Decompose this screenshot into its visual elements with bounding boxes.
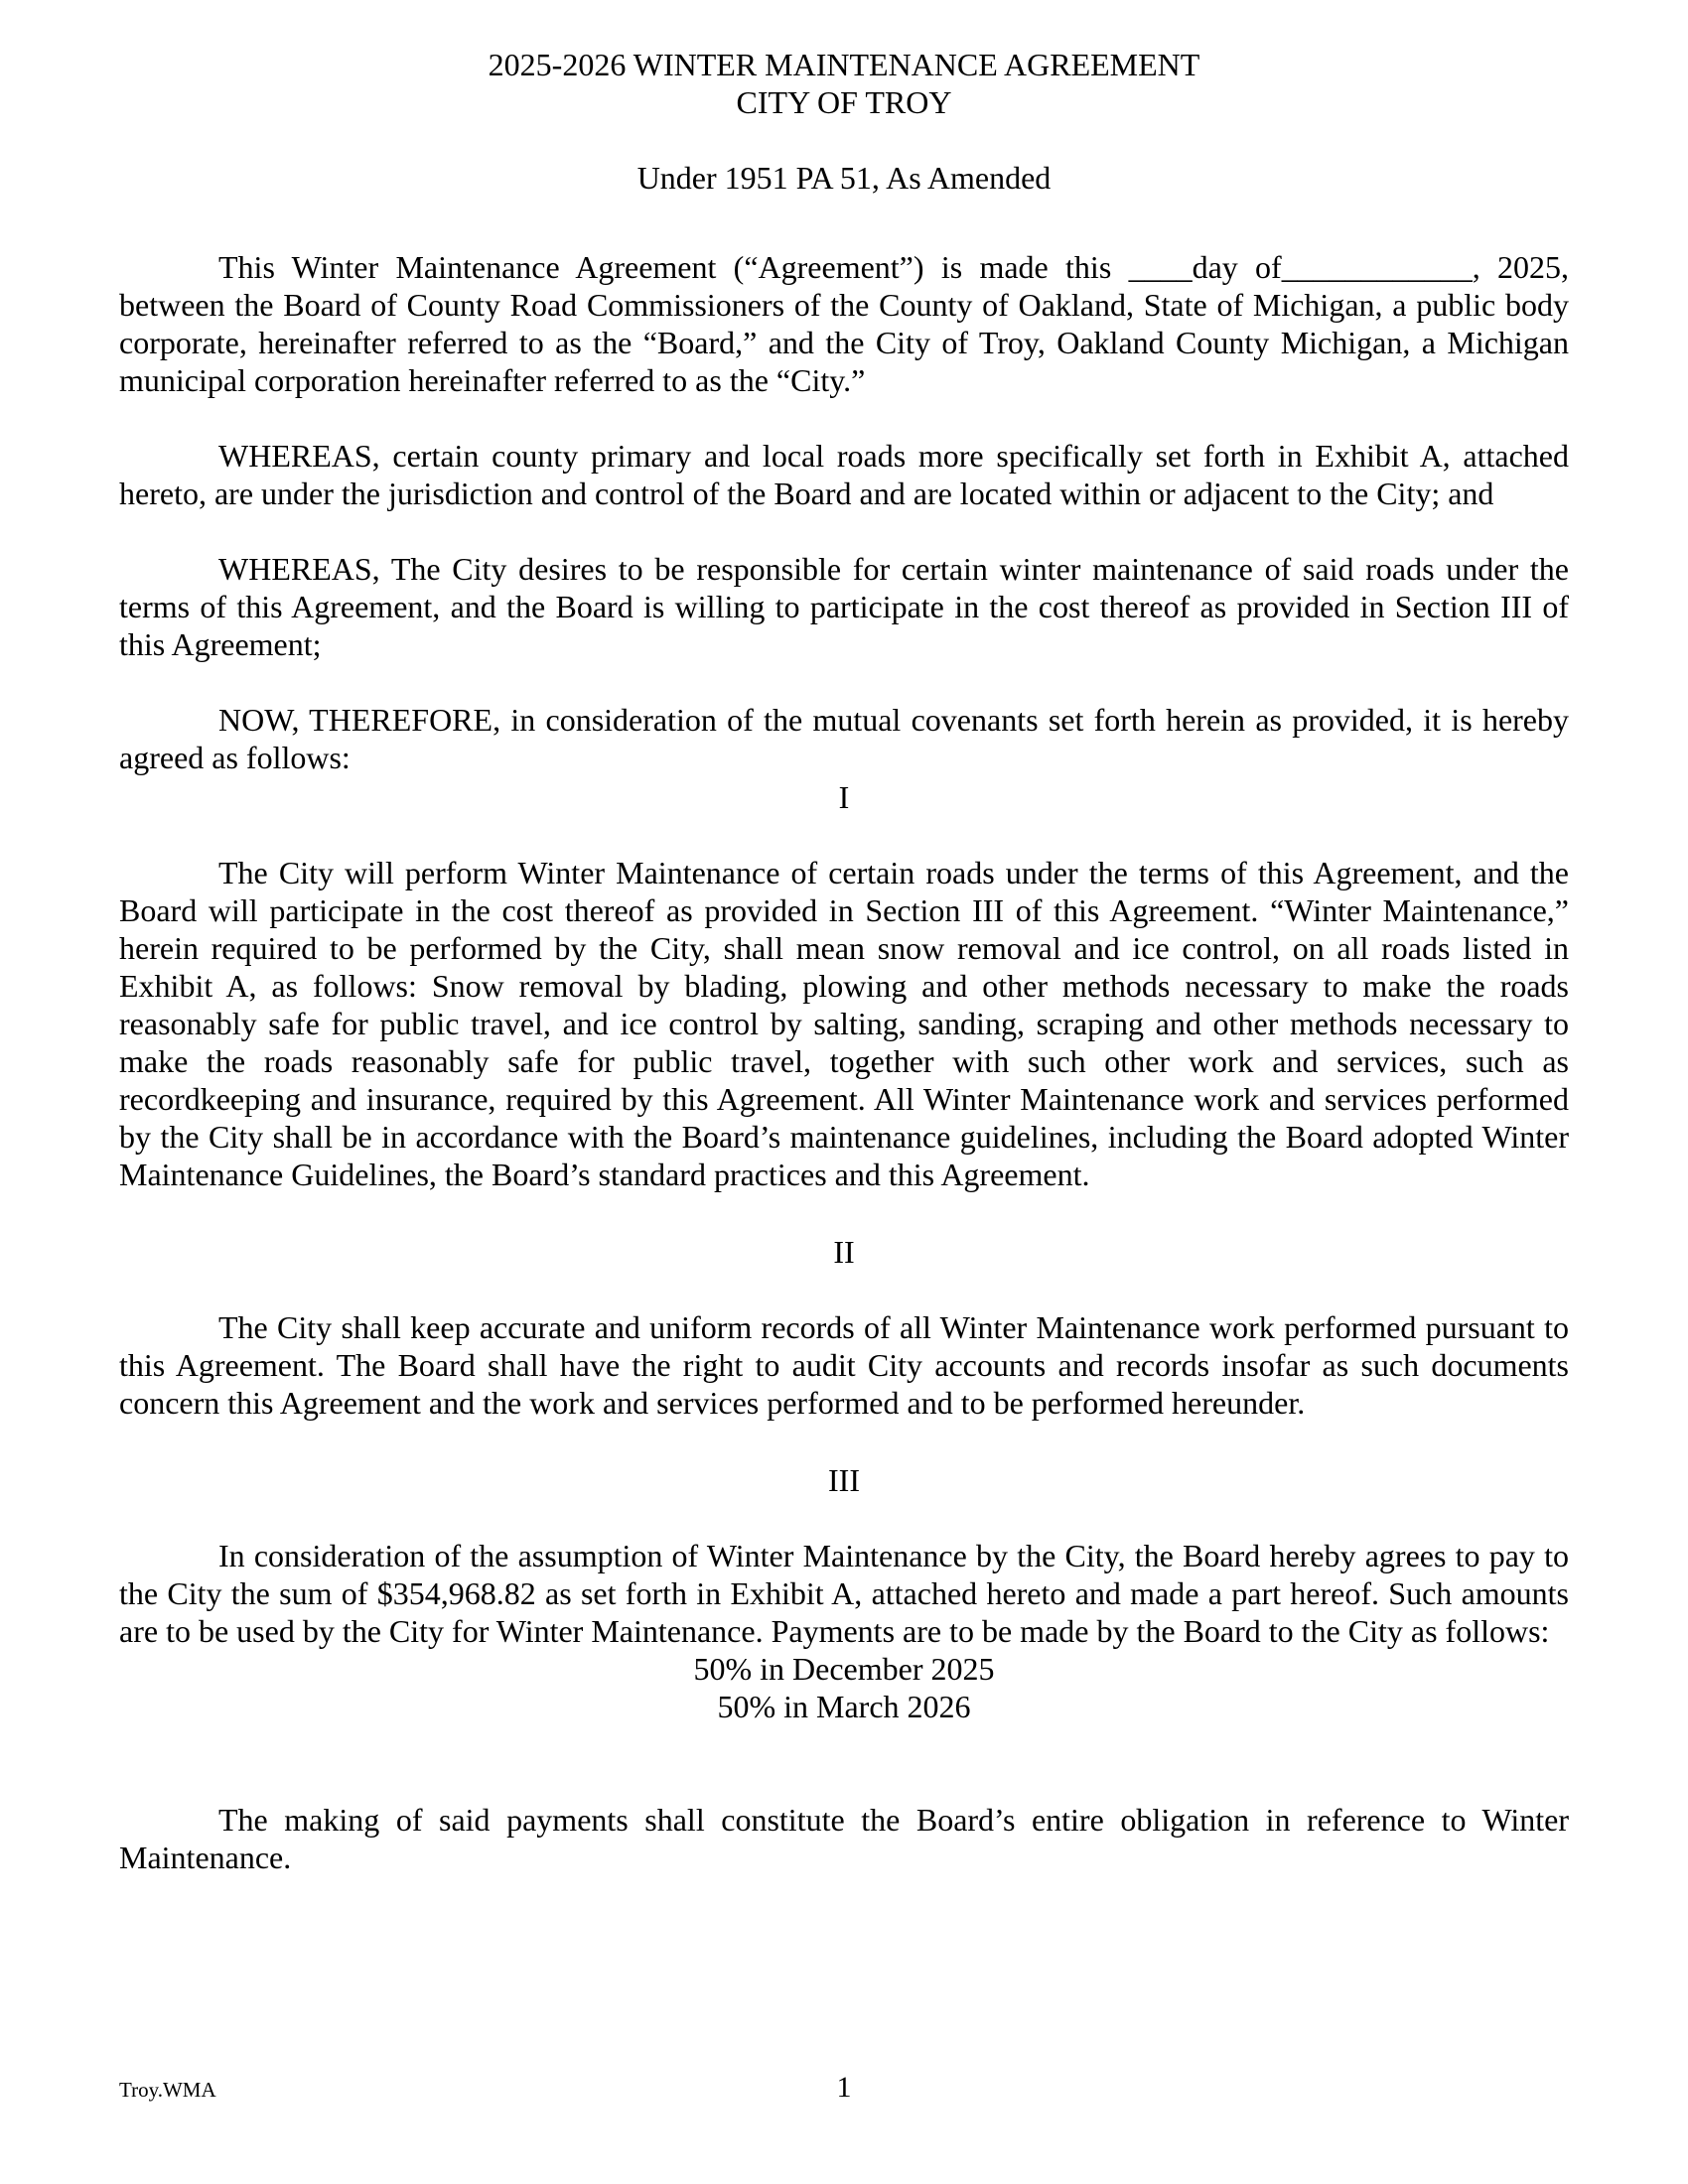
document-title-line1: 2025-2026 WINTER MAINTENANCE AGREEMENT — [488, 47, 1200, 82]
section-3-numeral: III — [828, 1462, 860, 1498]
section-1-paragraph: The City will perform Winter Maintenance of certain roads under the terms of this Agreement, and the Board will participate in the cost thereof as provided in Section III of this Agreement. “Winter Maintenance,” herein required to be performed by the City, shall mean snow removal and ice control, on all roads listed in Exhibit A, as follows: Snow removal by blading, plowing and other methods necessary to make the roads reasonably safe for public travel, and ice control by salting, sanding, scraping and other methods necessary to make the roads reasonably safe for public travel, together with such other work and services, such as recordkeeping and insurance, required by this Agreement. All Winter Maintenance work and services performed by the City shall be in accordance with the Board’s maintenance guidelines, including the Board adopted Winter Maintenance Guidelines, the Board’s standard practices and this Agreement. — [119, 855, 1569, 1192]
payment-schedule-line-2: 50% in March 2026 — [717, 1689, 971, 1724]
page-number: 1 — [836, 2071, 852, 2104]
now-therefore-paragraph: NOW, THEREFORE, in consideration of the mutual covenants set forth herein as provided, it is hereby agreed as follows: — [119, 702, 1569, 775]
section-1-numeral: I — [838, 779, 850, 815]
whereas-paragraph-1: WHEREAS, certain county primary and local roads more specifically set forth in Exhibit A, attached hereto, are under the jurisdiction and control of the Board and are located within or adjacent to the City; and — [119, 438, 1569, 511]
document-header — [119, 46, 1569, 197]
section-3-paragraph: In consideration of the assumption of Winter Maintenance by the City, the Board hereby agrees to pay to the City the sum of $354,968.82 as set forth in Exhibit A, attached hereto and made a part hereof. Such amounts are to be used by the City for Winter Maintenance. Payments are to be made by the Board to the City as follows: — [119, 1538, 1569, 1649]
intro-paragraph: This Winter Maintenance Agreement (“Agreement”) is made this ____day of____________, 2025, between the Board of County Road Commissioners of the County of Oakland, State of Michigan, a public body corporate, hereinafter referred to as the “Board,” and the City of Troy, Oakland County Michigan, a Michigan municipal corporation hereinafter referred to as the “City.” — [119, 249, 1569, 398]
whereas-paragraph-2: WHEREAS, The City desires to be responsible for certain winter maintenance of said roads under the terms of this Agreement, and the Board is willing to participate in the cost thereof as provided in Section III of this Agreement; — [119, 551, 1569, 662]
page-footer — [119, 2069, 1569, 2107]
section-2-paragraph: The City shall keep accurate and uniform records of all Winter Maintenance work performed pursuant to this Agreement. The Board shall have the right to audit City accounts and records insofar as such documents concern this Agreement and the work and services performed and to be performed hereunder. — [119, 1309, 1569, 1421]
document-reference: Troy.WMA — [119, 2078, 216, 2102]
document-title-line2: CITY OF TROY — [736, 84, 952, 120]
closing-paragraph: The making of said payments shall constitute the Board’s entire obligation in reference to Winter Maintenance. — [119, 1802, 1569, 1875]
payment-schedule-line-1: 50% in December 2025 — [693, 1651, 995, 1687]
document-subtitle: Under 1951 PA 51, As Amended — [636, 160, 1052, 196]
document-body — [119, 197, 1569, 1876]
section-2-numeral: II — [833, 1234, 855, 1270]
